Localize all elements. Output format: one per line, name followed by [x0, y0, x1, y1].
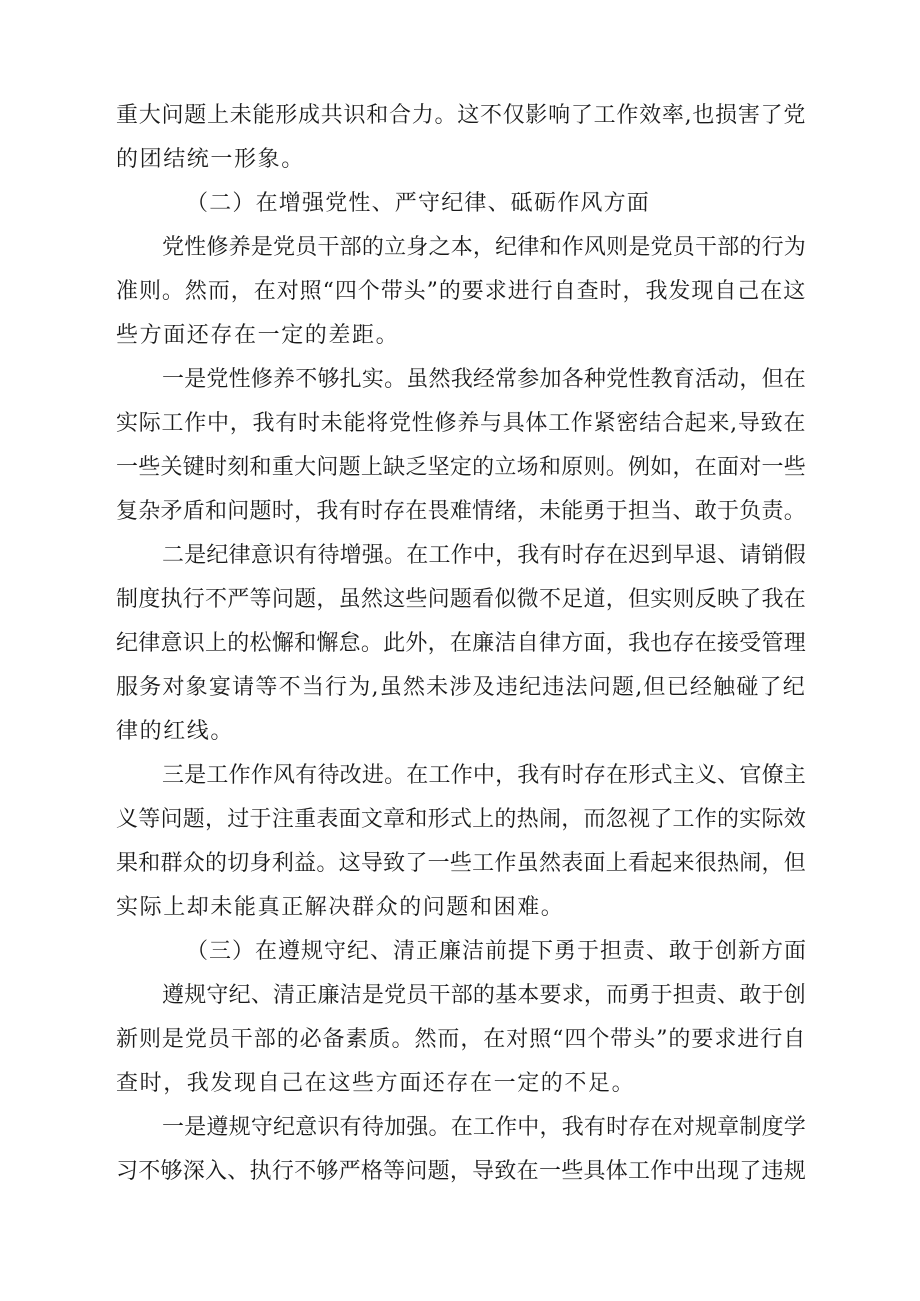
- body-text-line: 重大问题上未能形成共识和合力。这不仅影响了工作效率,也损害了党: [116, 103, 806, 128]
- body-text-line: 一些关键时刻和重大问题上缺乏坚定的立场和原则。例如，在面对一些: [116, 455, 806, 480]
- body-text-line: 律的红线。: [116, 719, 235, 744]
- paragraph-first-line: 遵规守纪、清正廉洁是党员干部的基本要求，而勇于担责、敢于创: [162, 983, 806, 1008]
- body-text-line: 服务对象宴请等不当行为,虽然未涉及违纪违法问题,但已经触碰了纪: [116, 675, 806, 700]
- body-text-line: 的团结统一形象。: [116, 147, 305, 172]
- body-text-line: 实际上却未能真正解决群众的问题和困难。: [116, 895, 565, 920]
- paragraph-first-line: 一是党性修养不够扎实。虽然我经常参加各种党性教育活动，但在: [162, 367, 806, 392]
- section-heading: （二）在增强党性、严守纪律、砥砺作风方面: [186, 191, 651, 216]
- body-text-line: 纪律意识上的松懈和懈怠。此外，在廉洁自律方面，我也存在接受管理: [116, 631, 806, 656]
- paragraph-first-line: 二是纪律意识有待增强。在工作中，我有时存在迟到早退、请销假: [162, 543, 806, 568]
- body-text-line: 查时，我发现自己在这些方面还存在一定的不足。: [116, 1071, 636, 1096]
- body-text-line: 实际工作中，我有时未能将党性修养与具体工作紧密结合起来,导致在: [116, 411, 806, 436]
- body-text-line: 习不够深入、执行不够严格等问题，导致在一些具体工作中出现了违规: [116, 1159, 806, 1184]
- section-heading: （三）在遵规守纪、清正廉洁前提下勇于担责、敢于创新方面: [186, 939, 808, 964]
- paragraph-first-line: 党性修养是党员干部的立身之本，纪律和作风则是党员干部的行为: [162, 235, 806, 260]
- paragraph-first-line: 三是工作作风有待改进。在工作中，我有时存在形式主义、官僚主: [162, 763, 806, 788]
- body-text-line: 准则。然而，在对照“四个带头”的要求进行自查时，我发现自己在这: [116, 279, 806, 304]
- body-text-line: 新则是党员干部的必备素质。然而，在对照“四个带头”的要求进行自: [116, 1027, 806, 1052]
- paragraph-first-line: 一是遵规守纪意识有待加强。在工作中，我有时存在对规章制度学: [162, 1115, 806, 1140]
- body-text-line: 复杂矛盾和问题时，我有时存在畏难情绪，未能勇于担当、敢于负责。: [116, 499, 806, 524]
- body-text-line: 义等问题，过于注重表面文章和形式上的热闹，而忽视了工作的实际效: [116, 807, 806, 832]
- body-text-line: 果和群众的切身利益。这导致了一些工作虽然表面上看起来很热闹，但: [116, 851, 806, 876]
- body-text-line: 制度执行不严等问题，虽然这些问题看似微不足道，但实则反映了我在: [116, 587, 806, 612]
- body-text-line: 些方面还存在一定的差距。: [116, 323, 400, 348]
